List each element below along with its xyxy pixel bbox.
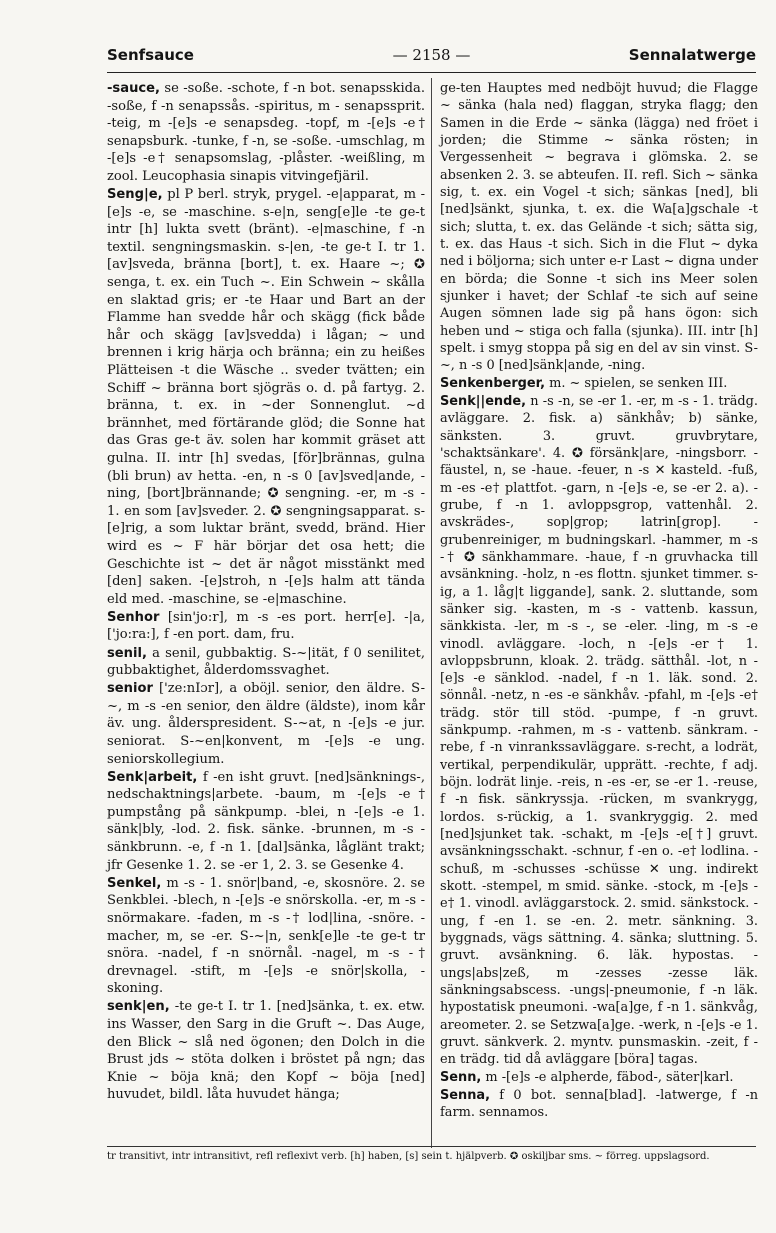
entry-text: m -s - 1. snör|band, -e, skosnöre. 2. se Senkblei. -blech, n -[e]s -e snörskolla. -er, m -s - snörmakare. -faden, m -s -† lod|lina, -snöre. -macher, m, se -er. S-~|n, senk[e]le -te ge-t tr snöra. -nadel, f -n snörnål. -nagel, m -s -† drevnagel. -stift, m -[e]s -e snör|skolla, -skoning. <box>107 875 425 997</box>
entry-headword: senior <box>107 681 153 697</box>
dictionary-entry <box>440 1069 758 1086</box>
dictionary-entry <box>440 1087 758 1122</box>
entry-headword: senk|en, <box>107 999 170 1015</box>
dictionary-entry <box>440 80 758 375</box>
entry-text: m -[e]s -e alpherde, fäbod-, säter|karl. <box>481 1070 734 1086</box>
entry-headword: senil, <box>107 645 147 661</box>
entry-headword: Senk||ende, <box>440 393 526 409</box>
abbreviation-legend: tr transitivt, intr intransitivt, refl reflexivt verb. [h] haben, [s] sein t. hjälpverb. ✪ oskiljbar sms. ~ förreg. uppslagsord. <box>107 1151 710 1162</box>
right-guide-word: Sennalatwerge <box>628 46 756 64</box>
entry-text: -te ge-t I. tr 1. [ned]sänka, t. ex. etw. ins Wasser, den Sarg in die Gruft ~. Das Auge, den Blick ~ slå ned ögonen; den Dolch in die Brust jds ~ stöta dolken i bröstet på ngn; das Knie ~ böja knä; den Kopf ~ böja [ned] huvudet, bildl. låta huvudet hänga; <box>107 999 425 1103</box>
footer-rule <box>107 1146 756 1147</box>
entry-headword: Senna, <box>440 1088 490 1104</box>
dictionary-entry <box>440 375 758 392</box>
entry-text: pl P berl. stryk, prygel. -e|apparat, m -[e]s -e, se -maschine. s-e|n, seng[e]le -te ge-t intr [h] lukta svett (bränt). -e|maschine, f -n textil. sengningsmaskin. s-|en, -te ge-t I. tr 1. [av]sveda, bränna [bort], t. ex. Haare ~; ✪ senga, t. ex. ein Tuch ~. Ein Schwein ~ skålla en slaktad gris; er -te Haar und Bart an der Flamme han svedde hår och skägg (fick både hår och skägg [av]svedda) i lågan; ~ und brennen i krig härja och bränna; ein zu heißes Plätteisen -t die Wäsche .. sveder tvätten; ein Schiff ~ bränna bort sjögräs o. d. på fartyg. 2. bränna, t. ex. in ~der Sonnenglut. ~d brännhet, med förtärande glöd; die Sonne hat das Gras ge-t äv. solen har kommit gräset att gulna. II. intr [h] svedas, [för]brännas, gulna (bli brun) av hetta. -en, n -s 0 [av]sved|ande, -ning, [bort]brännande; ✪ sengning. -er, m -s - 1. en som [av]sveder. 2. ✪ sengningsapparat. s-[e]rig, a som luktar bränt, svedd, bränd. Hier wird es ~ F här börjar det osa hett; die Geschichte ist ~ det är något misstänkt med [den] saken. -[e]stroh, n -[e]s halm att tända eld med. -maschine, se -e|maschine. <box>107 187 425 607</box>
page-number: — 2158 — <box>392 46 471 64</box>
dictionary-entry <box>107 609 425 644</box>
entry-headword: Senhor <box>107 609 160 625</box>
dictionary-entry <box>440 393 758 1069</box>
dictionary-entry <box>107 186 425 608</box>
entry-text: a senil, gubbaktig. S-~|ität, f 0 senilitet, gubbaktighet, ålderdomssvaghet. <box>107 645 425 679</box>
entry-text: f 0 bot. senna[blad]. -latwerge, f -n farm. sennamos. <box>440 1088 758 1121</box>
dictionary-entry <box>107 680 425 768</box>
entry-text: se -soße. -schote, f -n bot. senapsskida. -soße, f -n senapssås. -spiritus, m - senapssprit. -teig, m -[e]s -e senapsdeg. -topf, m -[e]s -e† senapsburk. -tunke, f -n, se -soße. -umschlag, m -[e]s -e† senapsomslag, -plåster. -weißling, m zool. Leucophasia sinapis vitvingefjäril. <box>107 81 425 184</box>
entry-headword: Senkenberger, <box>440 376 546 392</box>
entry-headword: Seng|e, <box>107 187 163 203</box>
entry-headword: -sauce, <box>107 81 161 96</box>
dictionary-entry <box>107 80 425 186</box>
entry-headword: Senkel, <box>107 875 162 891</box>
dictionary-entry <box>107 769 425 875</box>
entry-text: ge-ten Hauptes med nedböjt huvud; die Flagge ~ sänka (hala ned) flaggan, stryka flagg; den Samen in die Erde ~ sänka (lägga) ned fröet i jorden; die Stimme ~ sänka rösten; in Vergessenheit ~ begrava i glömska. 2. se absenken 2. 3. se abteufen. II. refl. Sich ~ sänka sig, t. ex. ein Vogel -t sich; sänkas [ned], bli [ned]sänkt, sjunka, t. ex. die Wa[a]gschale -t sich; slutta, t. ex. das Gelände -t sich; sätta sig, t. ex. das Haus -t sich. Sich in die Flut ~ dyka ned i böljorna; sich unter e-r Last ~ digna under en börda; die Sonne -t sich ins Meer solen sjunker i havet; der Schlaf -te sich auf seine Augen sömnen lade sig på hans ögon: sich heben und ~ stiga och falla (sjunka). III. intr [h] spelt. i smyg stoppa på sig en del av sin vinst. S-~, n -s 0 [ned]sänk|ande, -ning. <box>440 81 758 374</box>
entry-text: ['ze:nIɔr], a oböjl. senior, den äldre. S-~, m -s -en senior, den äldre (äldste), inom kår äv. ung. ålderspresident. S-~at, n -[e]s -e jur. seniorat. S-~en|konvent, m -[e]s -e ung. seniorskollegium. <box>107 681 425 767</box>
dictionary-entry <box>107 875 425 998</box>
entry-headword: Senn, <box>440 1070 482 1086</box>
dictionary-entry <box>107 998 425 1104</box>
entry-text: n -s -n, se -er 1. -er, m -s - 1. trädg. avläggare. 2. fisk. a) sänkhåv; b) sänke, sänksten. 3. gruvt. gruvbrytare, 'schaktsänkare'. 4. ✪ försänk|are, -ningsborr. -fäustel, n, se -haue. -feuer, n -s ✕ kasteld. -fuß, m -es -e† plattfot. -garn, n -[e]s -e, se -er 2. a). -grube, f -n 1. avloppsgrop, vattenhål. 2. avskrädes-, sop|grop; latrin[grop]. -grubenreiniger, m budningskarl. -hammer, m -s -† ✪ sänkhammare. -haue, f -n gruvhacka till avsänkning. -holz, n -es flottn. sjunket timmer. s-ig, a 1. låg|t liggande], sank. 2. sluttande, som sänker sig. -kasten, m -s - vattenb. kassun, sänkkista. -ler, m -s -, se -eler. -ling, m -s -e vinodl. avläggare. -loch, n -[e]s -er† 1. avloppsbrunn, kloak. 2. trädg. sätthål. -lot, n -[e]s -e sänklod. -nadel, f -n 1. läk. sond. 2. sönnål. -netz, n -es -e sänkhåv. -pfahl, m -[e]s -e† trädg. stör till stöd. -pumpe, f -n gruvt. sänkpump. -rahmen, m -s - vattenb. sänkram. -rebe, f -n vinrankssavläggare. s-recht, a lodrät, vertikal, perpendikulär, upprätt. -rechte, f adj. böjn. lodrät linje. -reis, n -es -er, se -er 1. -reuse, f -n fisk. sänkryssja. -rücken, m svankrygg, lordos. s-rückig, a 1. svankryggig. 2. med [ned]sjunket tak. -schakt, m -[e]s -e[†] gruvt. avsänkningsschakt. -schnur, f -en o. -e† lodlina. -schuß, m -schusses -schüsse ✕ ung. indirekt skott. -stempel, m smid. sänke. -stock, m -[e]s -e† 1. vinodl. avläggarstock. 2. smid. sänkstock. -ung, f -en 1. se -en. 2. metr. sänkning. 3. byggnads, vägs sättning. 4. sänka; sluttning. 5. gruvt. avsänkning. 6. läk. hypostas. -ungs|abs|zeß, m -zesses -zesse läk. sänkningsabscess. -ungs|-pneumonie, f -n läk. hypostatisk pneumoni. -wa[a]ge, f -n 1. sänkvåg, areometer. 2. se Setzwa[a]ge. -werk, n -[e]s -e 1. gruvt. sänkverk. 2. myntv. punsmaskin. -zeit, f -en trädg. tid då avläggare [böra] tagas. <box>440 393 758 1068</box>
entry-text: [sin'jo:r], m -s -es port. herr[e]. -|a, ['jo:ra:], f -en port. dam, fru. <box>107 609 425 643</box>
dictionary-entry <box>107 645 425 680</box>
entry-text: f -en isht gruvt. [ned]sänknings-, nedschaktnings|arbete. -baum, m -[e]s -e† pumpstång på sänkpump. -blei, n -[e]s -e 1. sänk|bly, -lod. 2. fisk. sänke. -brunnen, m -s - sänkbrunn. -e, f -n 1. [dal]sänka, låglänt trakt; jfr Gesenke 1. 2. se -er 1, 2. 3. se Gesenke 4. <box>107 769 425 873</box>
left-guide-word: Senfsauce <box>107 46 194 64</box>
left-column <box>107 80 425 1104</box>
column-divider <box>431 78 432 1148</box>
entry-headword: Senk|arbeit, <box>107 769 198 785</box>
right-column <box>440 80 758 1122</box>
header-rule <box>107 72 756 73</box>
page-header <box>107 46 756 74</box>
entry-text: m. ~ spielen, se senken III. <box>545 376 728 392</box>
